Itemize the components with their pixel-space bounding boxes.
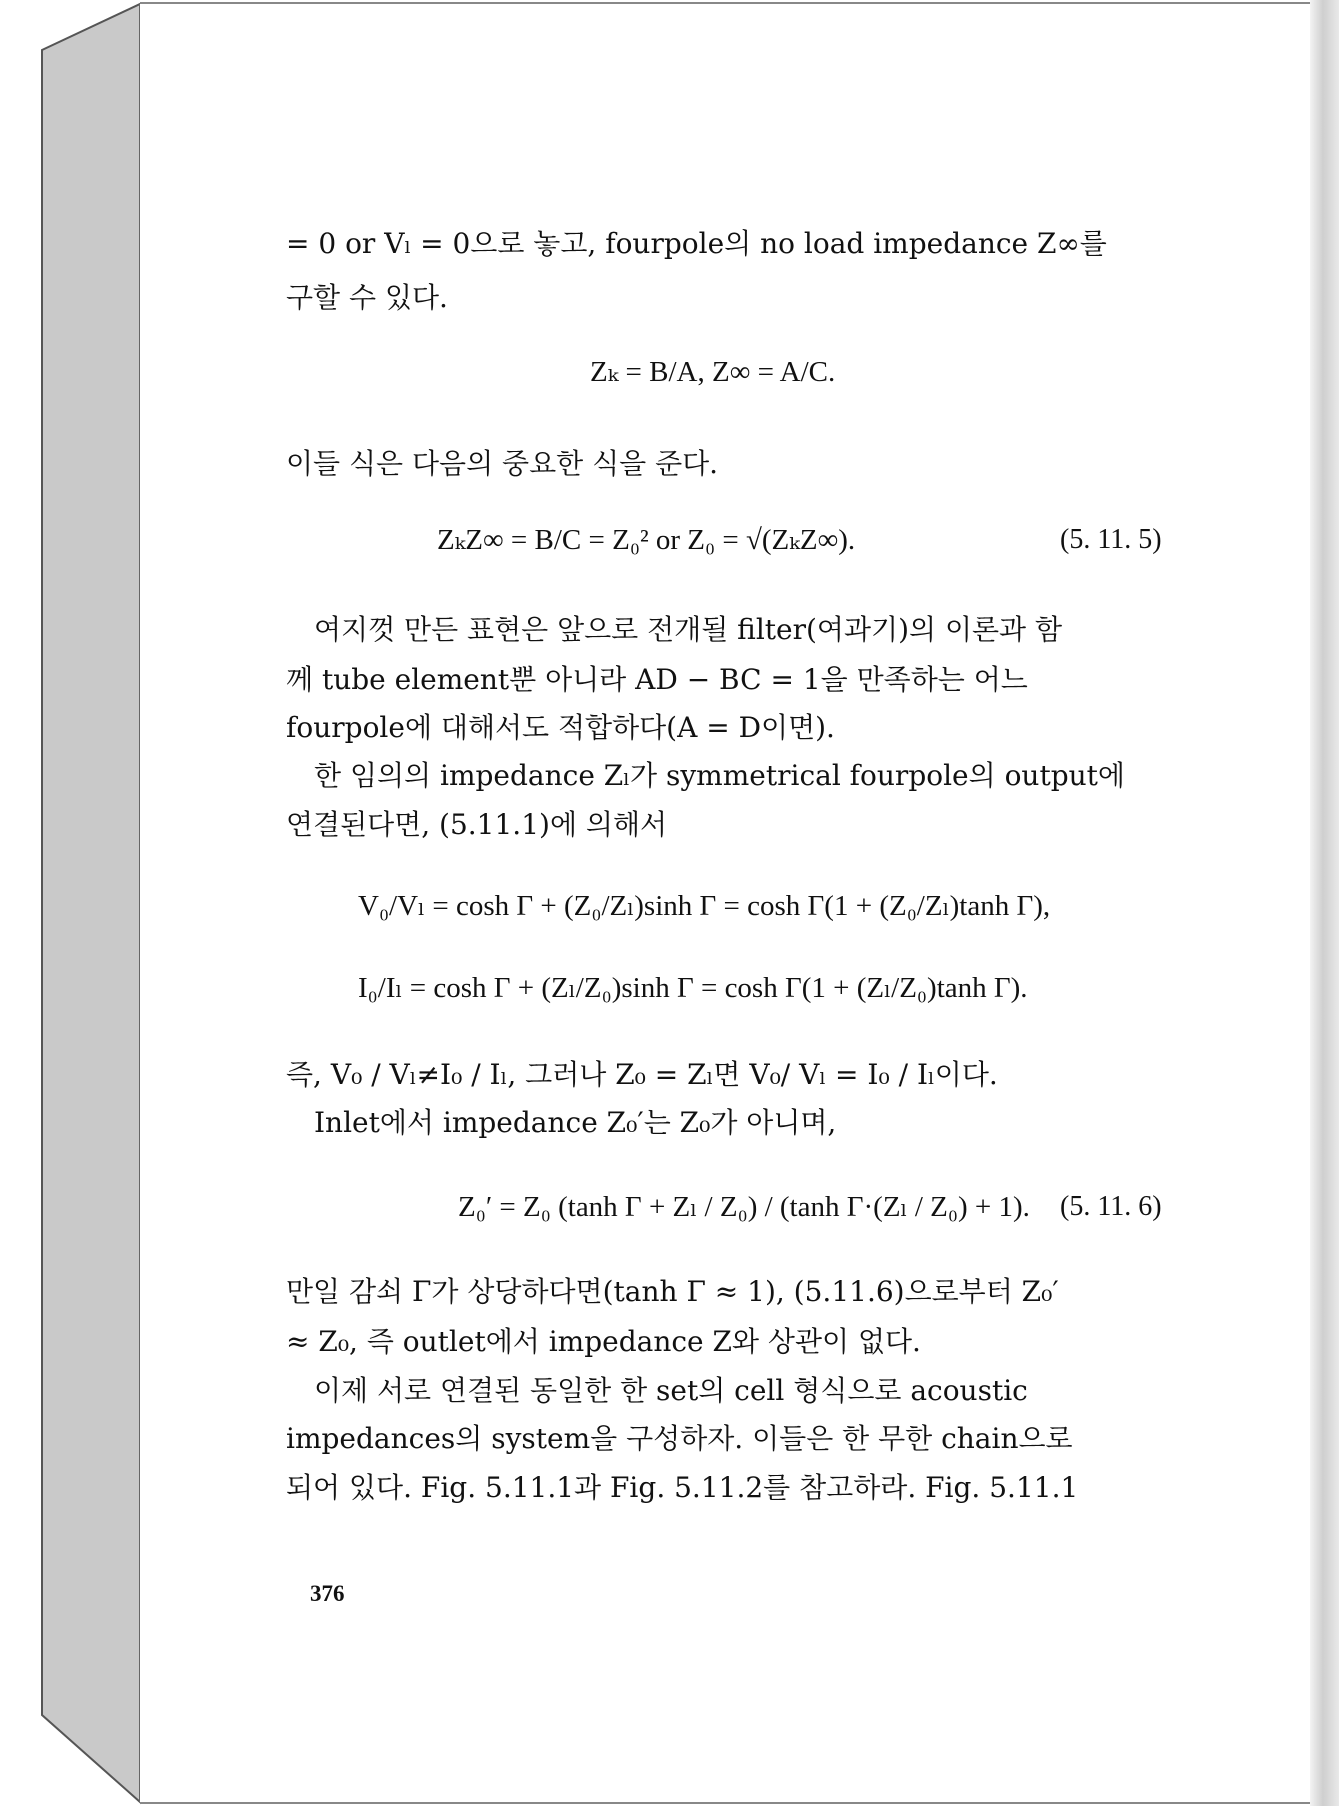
page-number: 376 bbox=[310, 1581, 345, 1606]
equation-1: Zₖ = B/A, Z∞ = A/C. bbox=[590, 356, 836, 388]
text-line-14: impedances의 system을 구성하자. 이들은 한 무한 chain으로 bbox=[286, 1422, 1073, 1455]
equation-4: I₀/Iₗ = cosh Γ + (Zₗ/Z₀)sinh Γ = cosh Γ(1 + (Zₗ/Z₀)tanh Γ). bbox=[358, 972, 1028, 1004]
text-line-9: 즉, V₀ / Vₗ≠I₀ / Iₗ, 그러나 Z₀ = Zₗ면 V₀/ Vₗ = I₀ / Iₗ이다. bbox=[286, 1058, 998, 1091]
text-line-7: 한 임의의 impedance Zₗ가 symmetrical fourpole의 output에 bbox=[314, 759, 1125, 792]
equation-5: Z₀′ = Z₀ (tanh Γ + Zₗ / Z₀) / (tanh Γ·(Zₗ / Z₀) + 1). bbox=[458, 1191, 1030, 1223]
text-line-6: fourpole에 대해서도 적합하다(A = D이면). bbox=[286, 711, 835, 744]
text-line-12: ≈ Z₀, 즉 outlet에서 impedance Z와 상관이 없다. bbox=[286, 1325, 921, 1358]
text-line-11: 만일 감쇠 Γ가 상당하다면(tanh Γ ≈ 1), (5.11.6)으로부터 Z₀′ bbox=[286, 1275, 1059, 1308]
equation-number-5-11-6: (5. 11. 6) bbox=[1060, 1191, 1162, 1222]
text-line-2: 구할 수 있다. bbox=[286, 281, 448, 314]
text-line-8: 연결된다면, (5.11.1)에 의해서 bbox=[286, 808, 668, 841]
equation-2: ZₖZ∞ = B/C = Z₀² or Z₀ = √(ZₖZ∞). bbox=[437, 524, 856, 556]
text-line-3: 이들 식은 다음의 중요한 식을 준다. bbox=[286, 447, 719, 480]
text-line-15: 되어 있다. Fig. 5.11.1과 Fig. 5.11.2를 참고하라. Fig. 5.11.1 bbox=[286, 1471, 1079, 1504]
equation-number-5-11-5: (5. 11. 5) bbox=[1060, 524, 1162, 555]
text-line-1: = 0 or Vₗ = 0으로 놓고, fourpole의 no load impedance Z∞를 bbox=[286, 227, 1107, 260]
page-right-edge bbox=[1310, 0, 1339, 1806]
text-line-4: 여지껏 만든 표현은 앞으로 전개될 filter(여과기)의 이론과 함 bbox=[314, 613, 1063, 646]
text-line-5: 께 tube element뿐 아니라 AD − BC = 1을 만족하는 어느 bbox=[286, 663, 1028, 696]
text-line-10: Inlet에서 impedance Z₀′는 Z₀가 아니며, bbox=[314, 1106, 837, 1139]
equation-3: V₀/Vₗ = cosh Γ + (Z₀/Zₗ)sinh Γ = cosh Γ(1 + (Z₀/Zₗ)tanh Γ), bbox=[358, 890, 1051, 922]
text-line-13: 이제 서로 연결된 동일한 한 set의 cell 형식으로 acoustic bbox=[314, 1374, 1028, 1407]
